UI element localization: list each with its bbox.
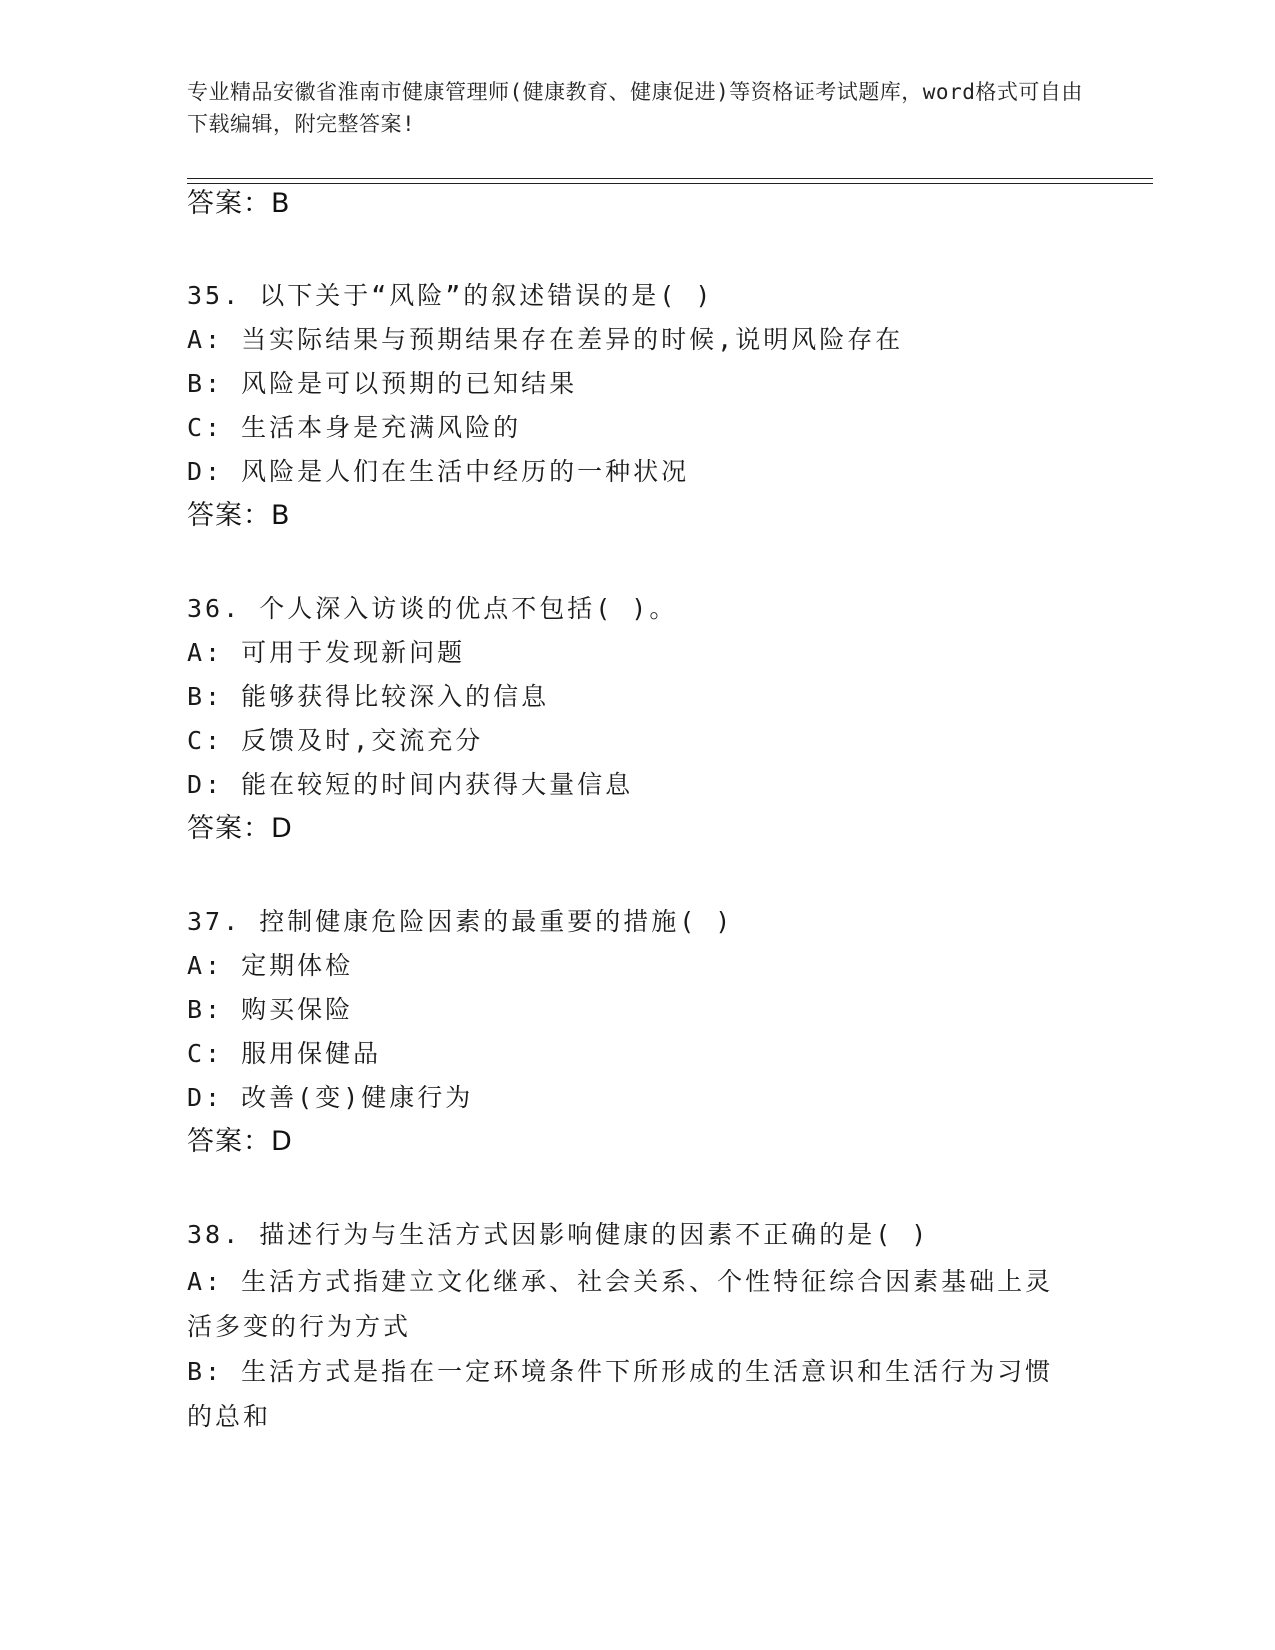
answer-label: 答案： [187, 500, 271, 531]
question-option: C: 生活本身是充满风险的 [187, 413, 522, 442]
question-option: D: 能在较短的时间内获得大量信息 [187, 770, 634, 799]
question-stem: 35. 以下关于“风险”的叙述错误的是( ) [187, 281, 714, 310]
answer-value: D [271, 1126, 293, 1157]
answer-value: D [271, 813, 293, 844]
header-rule-top [187, 178, 1153, 179]
question-option: A: 定期体检 [187, 951, 354, 980]
answer-label: 答案： [187, 188, 271, 219]
question-option: B: 生活方式是指在一定环境条件下所形成的生活意识和生活行为习惯的总和 [187, 1357, 1054, 1431]
answer-value: B [271, 500, 291, 531]
header-rule-bottom [187, 183, 1153, 184]
question-option: B: 风险是可以预期的已知结果 [187, 369, 578, 398]
page-header: 专业精品安徽省淮南市健康管理师(健康教育、健康促进)等资格证考试题库，word格式可自由下载编辑，附完整答案! [187, 80, 1083, 136]
question-stem: 38. 描述行为与生活方式因影响健康的因素不正确的是( ) [187, 1220, 930, 1249]
question-stem: 36. 个人深入访谈的优点不包括( )。 [187, 594, 678, 623]
question-option: B: 购买保险 [187, 995, 354, 1024]
answer-label: 答案： [187, 813, 271, 844]
question-option: A: 可用于发现新问题 [187, 638, 466, 667]
answer-line [187, 811, 293, 847]
answer-line [187, 186, 291, 222]
question-option: C: 服用保健品 [187, 1039, 382, 1068]
question-option: D: 改善(变)健康行为 [187, 1083, 474, 1112]
question-option: A: 当实际结果与预期结果存在差异的时候,说明风险存在 [187, 325, 904, 354]
answer-line [187, 498, 291, 534]
answer-line [187, 1124, 293, 1160]
question-stem: 37. 控制健康危险因素的最重要的措施( ) [187, 907, 734, 936]
answer-value: B [271, 188, 291, 219]
question-option: C: 反馈及时,交流充分 [187, 726, 484, 755]
question-option: D: 风险是人们在生活中经历的一种状况 [187, 457, 690, 486]
question-option: B: 能够获得比较深入的信息 [187, 682, 550, 711]
question-option: A: 生活方式指建立文化继承、社会关系、个性特征综合因素基础上灵活多变的行为方式 [187, 1267, 1054, 1341]
answer-label: 答案： [187, 1126, 271, 1157]
